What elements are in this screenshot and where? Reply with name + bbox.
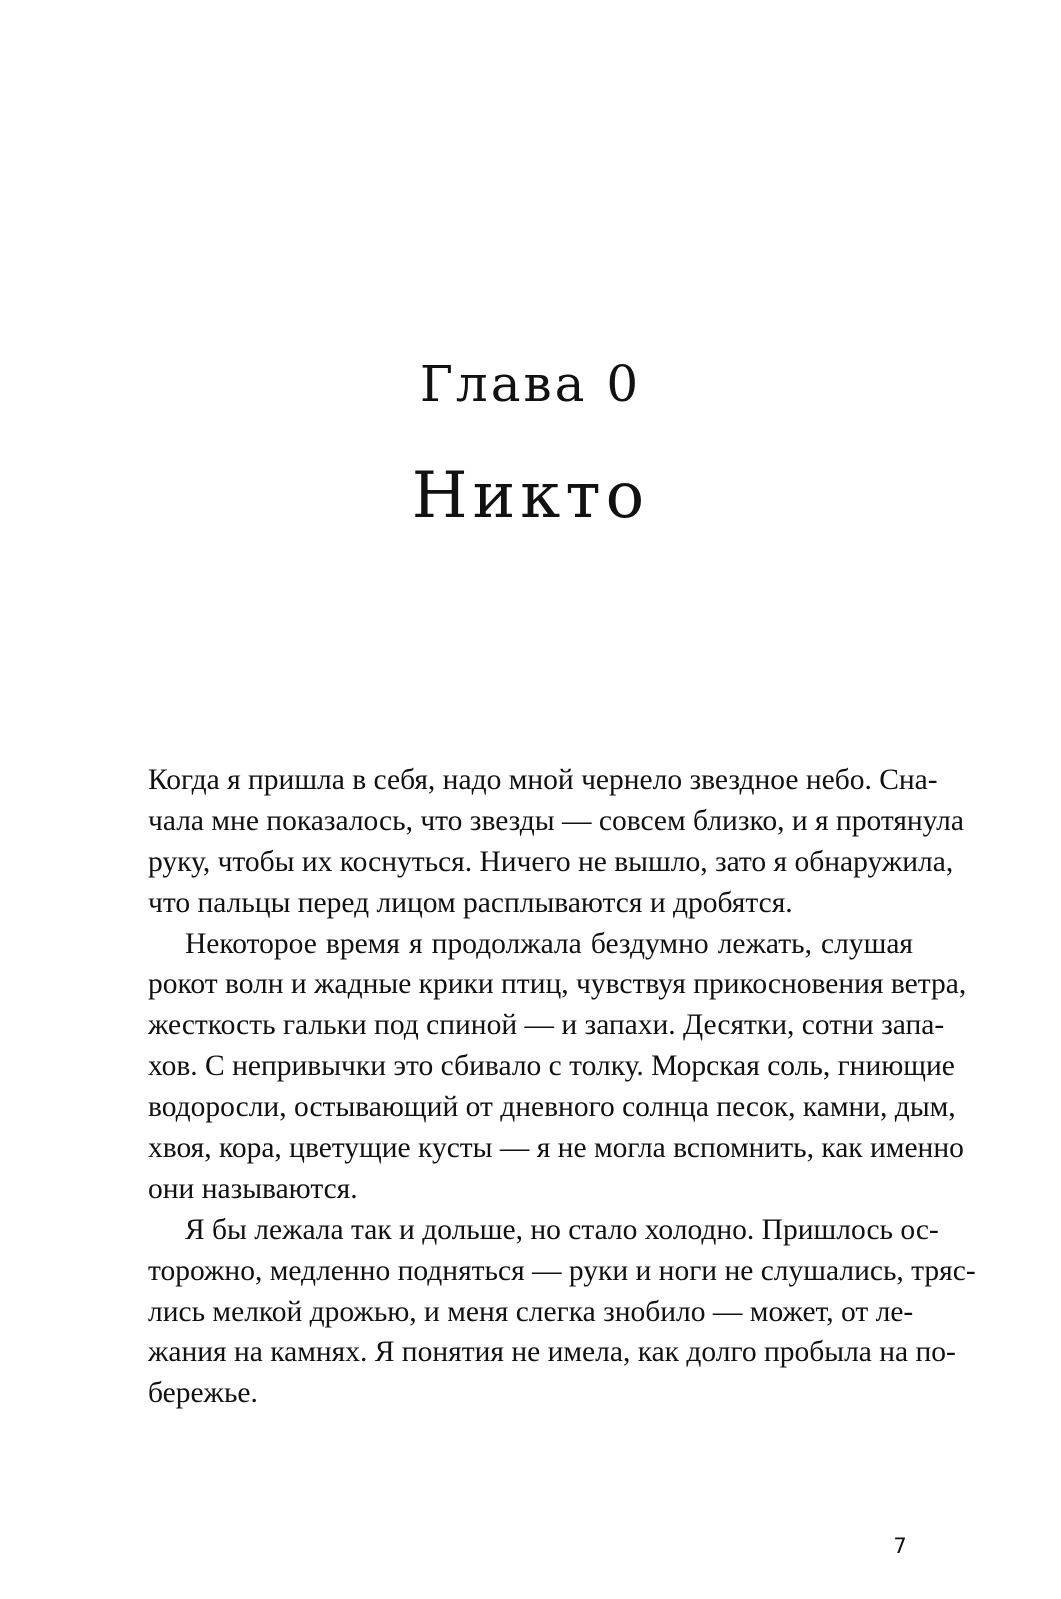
paragraph-3	[148, 1210, 976, 1414]
paragraph-1	[148, 760, 964, 924]
text-line: бережье.	[148, 1377, 258, 1410]
body-text	[148, 760, 976, 1414]
text-line: рокот волн и жадные крики птиц, чувствуя прикосновения ветра,	[148, 968, 967, 1001]
text-line: водоросли, остывающий от дневного солнца песок, камни, дым,	[148, 1091, 956, 1124]
text-line: Когда я пришла в себя, надо мной чернело звездное небо. Сна-	[148, 764, 938, 796]
text-line: что пальцы перед лицом расплываются и дробятся.	[148, 886, 793, 919]
paragraph-2	[148, 924, 967, 1210]
text-line: торожно, медленно подняться — руки и ноги не слушались, тряс-	[148, 1254, 976, 1287]
text-line: жания на камнях. Я понятия не имела, как долго пробыла на по-	[148, 1336, 956, 1369]
page-number: 7	[893, 1534, 907, 1558]
text-line: чала мне показалось, что звезды — совсем близко, и я протянула	[148, 804, 964, 837]
text-line: Некоторое время я продолжала бездумно лежать, слушая	[185, 927, 913, 960]
text-line: лись мелкой дрожью, и меня слегка знобило — может, от ле-	[148, 1295, 914, 1328]
text-line: жесткость гальки под спиной — и запахи. Десятки, сотни запа-	[148, 1009, 945, 1042]
text-line: хов. С непривычки это сбивало с толку. Морская соль, гниющие	[148, 1050, 955, 1083]
text-line: хвоя, кора, цветущие кусты — я не могла вспомнить, как именно	[148, 1132, 964, 1165]
chapter-title: Никто	[411, 459, 650, 533]
chapter-label: Глава 0	[419, 355, 642, 413]
text-line: Я бы лежала так и дольше, но стало холодно. Пришлось ос-	[185, 1213, 939, 1246]
text-line: руку, чтобы их коснуться. Ничего не вышло, зато я обнаружила,	[148, 845, 954, 878]
text-line: они называются.	[148, 1172, 358, 1205]
